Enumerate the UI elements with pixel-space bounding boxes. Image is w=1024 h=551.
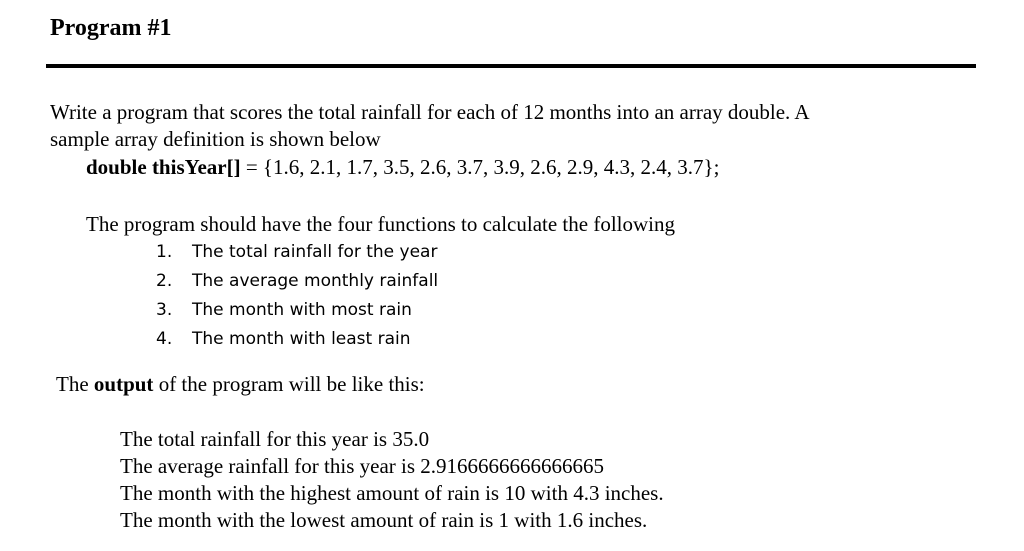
list-item-number: 2. bbox=[156, 271, 173, 291]
output-line: The month with the highest amount of rain is 10 with 4.3 inches. bbox=[120, 481, 664, 505]
output-line: The month with the lowest amount of rain is 1 with 1.6 inches. bbox=[120, 508, 648, 532]
output-intro-bold: output bbox=[93, 372, 154, 396]
list-item-text: The total rainfall for the year bbox=[192, 242, 438, 262]
functions-list bbox=[156, 238, 438, 354]
description-line-1: Write a program that scores the total rainfall for each of 12 months into an array double. A bbox=[50, 100, 810, 124]
list-item bbox=[156, 238, 438, 267]
array-definition bbox=[86, 154, 719, 181]
description-line-2: sample array definition is shown below bbox=[50, 127, 381, 151]
sample-output bbox=[120, 426, 664, 534]
list-item-text: The month with most rain bbox=[192, 300, 412, 320]
output-line: The average rainfall for this year is 2.9166666666666665 bbox=[120, 454, 605, 478]
title-divider bbox=[46, 64, 976, 68]
array-values: = {1.6, 2.1, 1.7, 3.5, 2.6, 3.7, 3.9, 2.6, 2.9, 4.3, 2.4, 3.7}; bbox=[240, 155, 720, 179]
problem-description bbox=[50, 99, 950, 153]
list-item bbox=[156, 267, 438, 296]
output-intro-after: of the program will be like this: bbox=[153, 372, 425, 396]
page-title: Program #1 bbox=[50, 15, 172, 41]
list-item-number: 4. bbox=[156, 329, 173, 349]
array-declaration: double thisYear[] bbox=[86, 155, 241, 179]
list-item bbox=[156, 296, 438, 325]
list-item-number: 3. bbox=[156, 300, 173, 320]
output-intro bbox=[56, 371, 425, 398]
list-item bbox=[156, 325, 438, 354]
list-item-text: The month with least rain bbox=[192, 329, 411, 349]
list-item-number: 1. bbox=[156, 242, 173, 262]
functions-intro: The program should have the four functions to calculate the following bbox=[86, 212, 675, 236]
output-line: The total rainfall for this year is 35.0 bbox=[120, 427, 430, 451]
list-item-text: The average monthly rainfall bbox=[192, 271, 439, 291]
output-intro-before: The bbox=[56, 372, 94, 396]
